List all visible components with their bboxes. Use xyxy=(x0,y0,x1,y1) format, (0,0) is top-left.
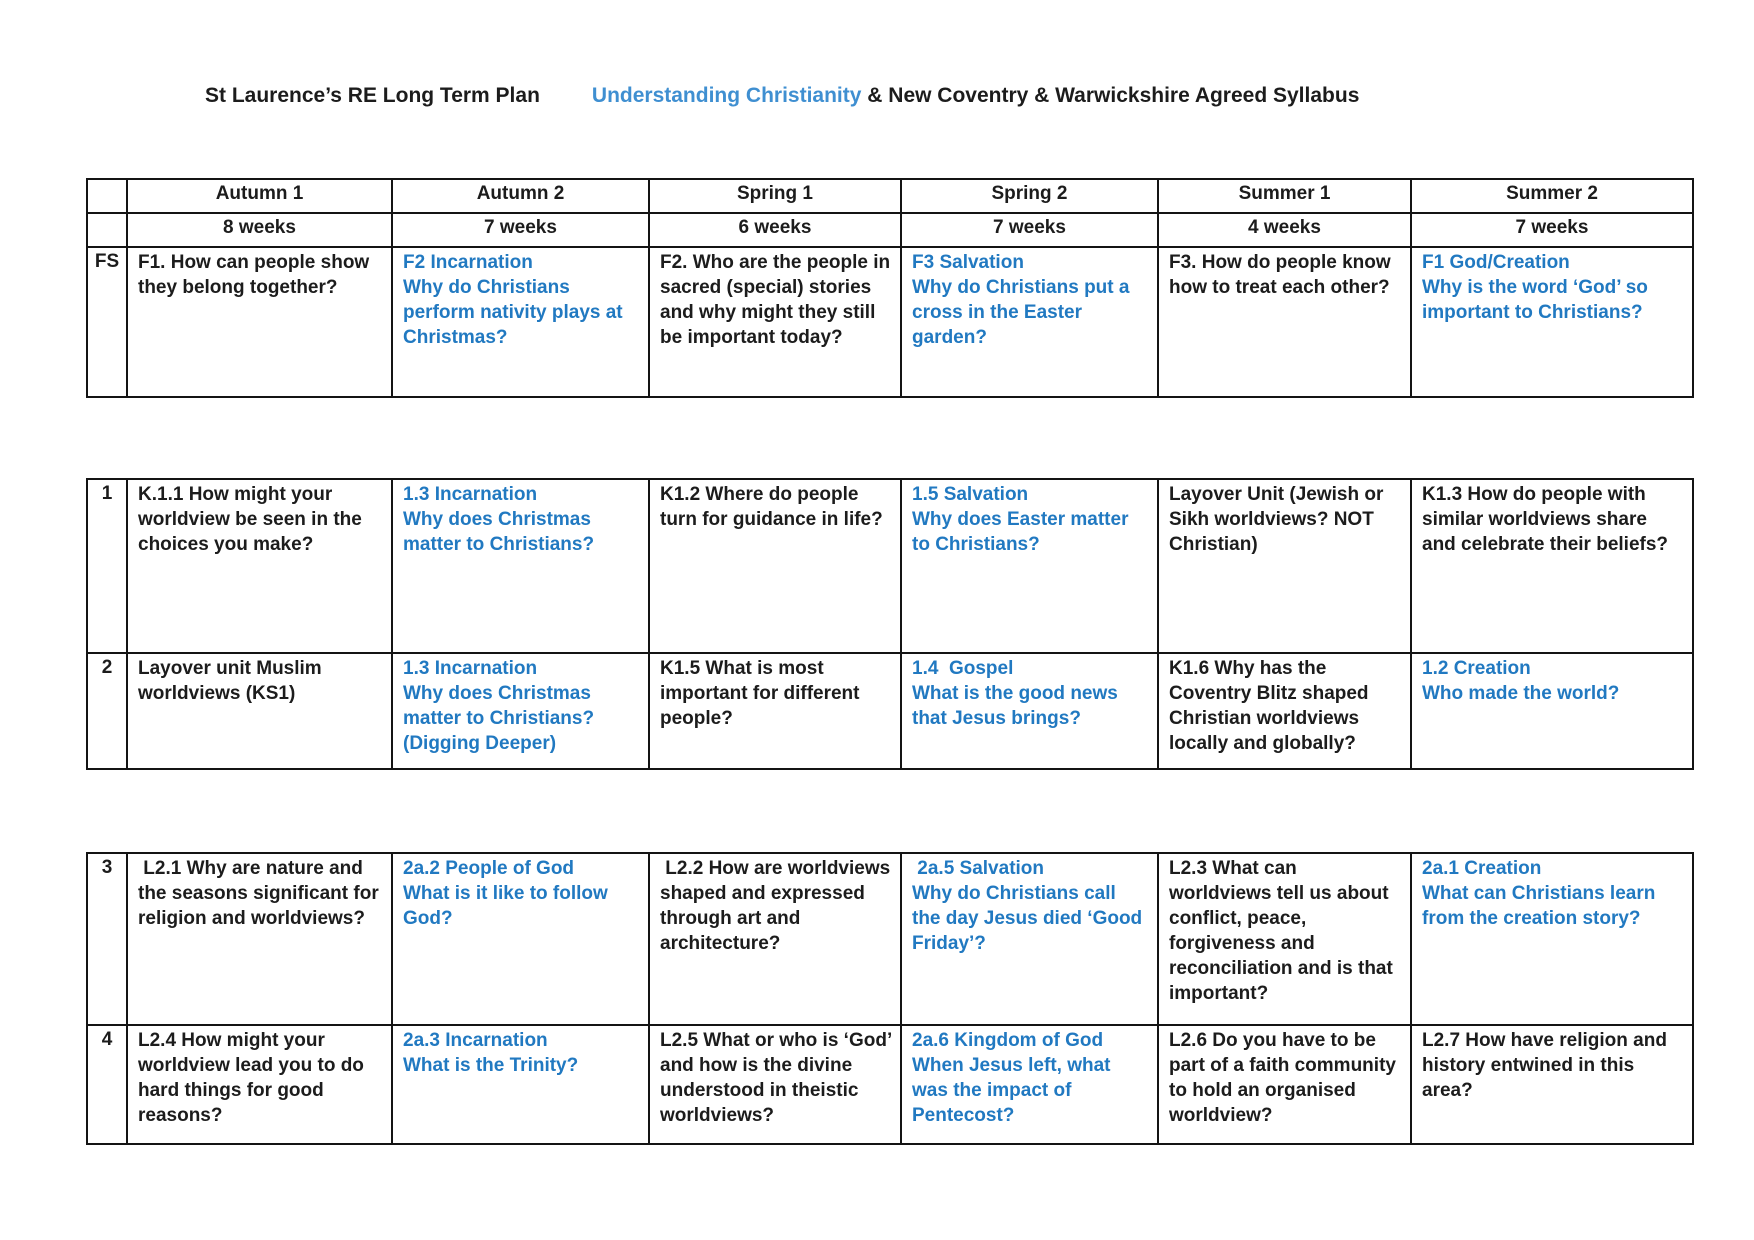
unit-text: F3 Salvation xyxy=(912,252,1024,273)
weeks-spring1: 6 weeks xyxy=(649,213,901,247)
unit-question: Why do Christians put a cross in the Easter garden? xyxy=(912,277,1135,348)
unit-text: F2. Who are the people in sacred (special) stories and why might they still be important today? xyxy=(660,252,896,348)
term-header-spring2: Spring 2 xyxy=(901,179,1158,213)
plan-cell-fs-summer1 xyxy=(1158,247,1411,397)
plan-cell-y1-summer2 xyxy=(1411,479,1693,653)
unit-question: Why do Christians perform nativity plays at Christmas? xyxy=(403,277,628,348)
unit-question: Why does Easter matter to Christians? xyxy=(912,509,1134,555)
unit-text: 1.4 Gospel xyxy=(912,658,1014,679)
unit-question: What is the Trinity? xyxy=(403,1055,579,1076)
unit-text: F3. How do people know how to treat each other? xyxy=(1169,252,1396,298)
year2-row xyxy=(87,653,1693,769)
unit-question: Why do Christians call the day Jesus died ‘Good Friday’? xyxy=(912,883,1148,954)
row-label-year4: 4 xyxy=(87,1025,127,1144)
weeks-summer1: 4 weeks xyxy=(1158,213,1411,247)
plan-cell-y4-autumn2 xyxy=(392,1025,649,1144)
unit-text: K1.6 Why has the Coventry Blitz shaped Christian worldviews locally and globally? xyxy=(1169,658,1374,754)
plan-cell-y4-summer2 xyxy=(1411,1025,1693,1144)
unit-text: L2.6 Do you have to be part of a faith community to hold an organised worldview? xyxy=(1169,1030,1402,1126)
row-label-year2: 2 xyxy=(87,653,127,769)
term-header-spring1: Spring 1 xyxy=(649,179,901,213)
page-title-understanding-christianity: Understanding Christianity xyxy=(591,84,862,107)
plan-cell-y1-summer1 xyxy=(1158,479,1411,653)
plan-cell-y4-summer1 xyxy=(1158,1025,1411,1144)
term-name-row xyxy=(87,179,1693,213)
unit-text: L2.2 How are worldviews shaped and expressed through art and architecture? xyxy=(660,858,896,954)
unit-question: What is it like to follow God? xyxy=(403,883,614,929)
unit-text: K1.5 What is most important for different people? xyxy=(660,658,865,729)
unit-text: 1.3 Incarnation xyxy=(403,658,538,679)
plan-cell-fs-autumn1 xyxy=(127,247,392,397)
unit-question: Why does Christmas matter to Christians? (Digging Deeper) xyxy=(403,683,600,754)
plan-cell-y3-summer2 xyxy=(1411,853,1693,1025)
term-header-fs-table xyxy=(86,178,1694,398)
year1-row xyxy=(87,479,1693,653)
unit-text: F2 Incarnation xyxy=(403,252,533,273)
unit-text: K1.2 Where do people turn for guidance in life? xyxy=(660,484,883,530)
page-title-suffix: & New Coventry & Warwickshire Agreed Syllabus xyxy=(861,84,1360,107)
plan-cell-fs-spring2 xyxy=(901,247,1158,397)
unit-text: F1 God/Creation xyxy=(1422,252,1570,273)
plan-cell-y3-autumn1 xyxy=(127,853,392,1025)
weeks-spring2: 7 weeks xyxy=(901,213,1158,247)
plan-cell-y2-summer1 xyxy=(1158,653,1411,769)
unit-question: What can Christians learn from the creation story? xyxy=(1422,883,1661,929)
unit-text: L2.7 How have religion and history entwined in this area? xyxy=(1422,1030,1673,1101)
unit-text: 2a.2 People of God xyxy=(403,858,575,879)
unit-text: 2a.3 Incarnation xyxy=(403,1030,548,1051)
row-label-empty xyxy=(87,179,127,213)
term-header-autumn2: Autumn 2 xyxy=(392,179,649,213)
plan-cell-y4-spring1 xyxy=(649,1025,901,1144)
unit-text: 1.5 Salvation xyxy=(912,484,1029,505)
unit-question: Who made the world? xyxy=(1422,683,1620,704)
year3-row xyxy=(87,853,1693,1025)
unit-text: 1.2 Creation xyxy=(1422,658,1531,679)
ks1-table xyxy=(86,478,1694,770)
plan-cell-y1-spring1 xyxy=(649,479,901,653)
unit-text: F1. How can people show they belong together? xyxy=(138,252,375,298)
plan-cell-y1-autumn1 xyxy=(127,479,392,653)
plan-cell-y3-spring1 xyxy=(649,853,901,1025)
page-title xyxy=(205,84,1359,108)
unit-question: Why does Christmas matter to Christians? xyxy=(403,509,597,555)
unit-text: L2.5 What or who is ‘God’ and how is the divine understood in theistic worldviews? xyxy=(660,1030,897,1126)
plan-cell-y2-spring2 xyxy=(901,653,1158,769)
year4-row xyxy=(87,1025,1693,1144)
ks2-table xyxy=(86,852,1694,1145)
weeks-autumn2: 7 weeks xyxy=(392,213,649,247)
row-label-year3: 3 xyxy=(87,853,127,1025)
term-header-autumn1: Autumn 1 xyxy=(127,179,392,213)
unit-text: Layover Unit (Jewish or Sikh worldviews? NOT Christian) xyxy=(1169,484,1389,555)
unit-text: K.1.1 How might your worldview be seen in the choices you make? xyxy=(138,484,368,555)
weeks-summer2: 7 weeks xyxy=(1411,213,1693,247)
plan-cell-y2-summer2 xyxy=(1411,653,1693,769)
unit-question: When Jesus left, what was the impact of Pentecost? xyxy=(912,1055,1116,1126)
row-label-empty xyxy=(87,213,127,247)
unit-text: L2.3 What can worldviews tell us about conflict, peace, forgiveness and reconciliation and is that important? xyxy=(1169,858,1399,1004)
row-label-year1: 1 xyxy=(87,479,127,653)
plan-cell-y1-spring2 xyxy=(901,479,1158,653)
plan-cell-y4-autumn1 xyxy=(127,1025,392,1144)
term-header-summer2: Summer 2 xyxy=(1411,179,1693,213)
plan-cell-y2-autumn1 xyxy=(127,653,392,769)
plan-cell-fs-spring1 xyxy=(649,247,901,397)
plan-cell-fs-summer2 xyxy=(1411,247,1693,397)
plan-cell-y3-autumn2 xyxy=(392,853,649,1025)
unit-text: Layover unit Muslim worldviews (KS1) xyxy=(138,658,327,704)
term-header-summer1: Summer 1 xyxy=(1158,179,1411,213)
unit-text: L2.4 How might your worldview lead you to do hard things for good reasons? xyxy=(138,1030,370,1126)
unit-text: 2a.6 Kingdom of God xyxy=(912,1030,1104,1051)
unit-text: L2.1 Why are nature and the seasons significant for religion and worldviews? xyxy=(138,858,385,929)
page-title-prefix: St Laurence’s RE Long Term Plan xyxy=(205,84,540,107)
term-weeks-row xyxy=(87,213,1693,247)
plan-cell-y2-spring1 xyxy=(649,653,901,769)
plan-cell-y4-spring2 xyxy=(901,1025,1158,1144)
unit-question: Why is the word ‘God’ so important to Christians? xyxy=(1422,277,1654,323)
plan-cell-fs-autumn2 xyxy=(392,247,649,397)
plan-cell-y2-autumn2 xyxy=(392,653,649,769)
plan-cell-y3-summer1 xyxy=(1158,853,1411,1025)
row-label-fs: FS xyxy=(87,247,127,397)
weeks-autumn1: 8 weeks xyxy=(127,213,392,247)
unit-text: 2a.1 Creation xyxy=(1422,858,1542,879)
unit-text: 1.3 Incarnation xyxy=(403,484,538,505)
plan-cell-y1-autumn2 xyxy=(392,479,649,653)
unit-question: What is the good news that Jesus brings? xyxy=(912,683,1124,729)
unit-text: 2a.5 Salvation xyxy=(912,858,1045,879)
unit-text: K1.3 How do people with similar worldviews share and celebrate their beliefs? xyxy=(1422,484,1669,555)
plan-cell-y3-spring2 xyxy=(901,853,1158,1025)
fs-year-row xyxy=(87,247,1693,397)
